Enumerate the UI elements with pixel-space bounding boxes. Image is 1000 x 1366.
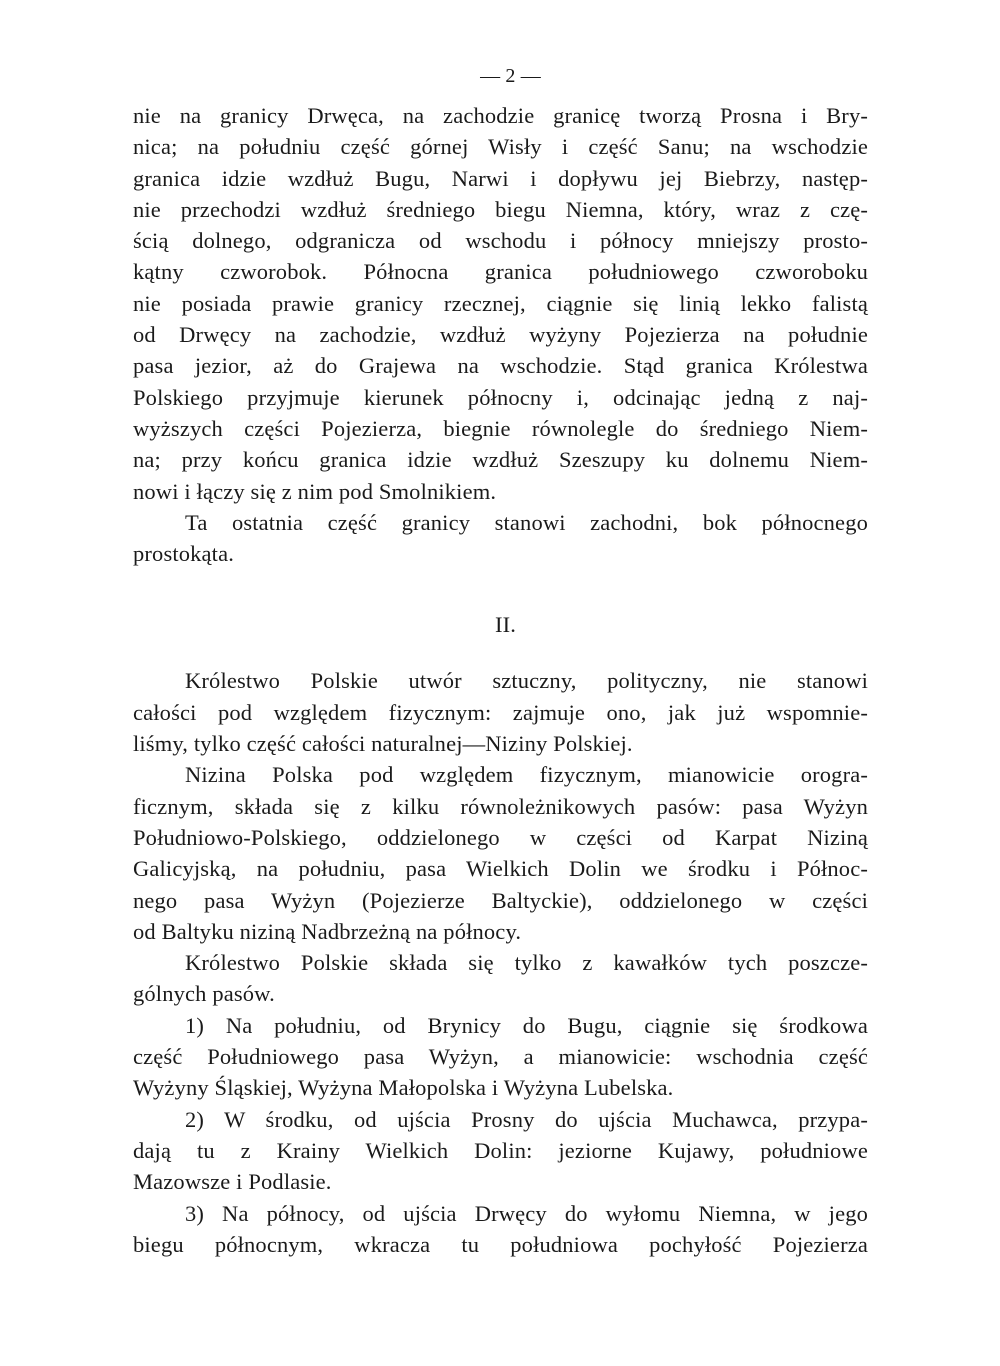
paragraph-4 [133, 759, 868, 947]
text-line: nego pasa Wyżyn (Pojezierze Baltyckie), oddzielonego w części [133, 887, 868, 913]
paragraph-3 [133, 665, 868, 759]
text-line: nica; na południu część górnej Wisły i część Sanu; na wschodzie [133, 134, 868, 160]
text-line: Królestwo Polskie składa się tylko z kawałków tych poszcze- [185, 950, 868, 976]
text-line: gólnych pasów. [133, 981, 275, 1007]
section-heading: II. [494, 612, 517, 638]
text-line: od Drwęcy na zachodzie, wzdłuż wyżyny Pojezierza na południe [133, 322, 868, 348]
text-line: pasa jezior, aż do Grajewa na wschodzie. Stąd granica Królestwa [133, 353, 868, 379]
text-line: nie posiada prawie granicy rzecznej, ciągnie się linią lekko falistą [133, 290, 868, 316]
text-line: prostokąta. [133, 541, 234, 567]
paragraph-6 [133, 1010, 868, 1104]
text-line: od Baltyku niziną Nadbrzeżną na północy. [133, 918, 522, 944]
text-line: biegu północnym, wkracza tu południowa pochyłość Pojezierza [133, 1231, 868, 1257]
text-line: Nizina Polska pod względem fizycznym, mianowicie orogra- [185, 762, 868, 788]
paragraph-5 [133, 947, 868, 1010]
text-line: nowi i łączy się z nim pod Smolnikiem. [133, 478, 497, 504]
text-line: Wyżyny Śląskiej, Wyżyna Małopolska i Wyżyna Lubelska. [133, 1075, 674, 1101]
text-line: granica idzie wzdłuż Bugu, Narwi i dopływu jej Biebrzy, następ- [133, 165, 868, 191]
text-line: Południowo-Polskiego, oddzielonego w części od Karpat Niziną [133, 824, 868, 850]
text-line: kątny czworobok. Północna granica południowego czworoboku [133, 259, 868, 285]
paragraph-7 [133, 1104, 868, 1198]
text-line: całości pod względem fizycznym: zajmuje ono, jak już wspomnie- [133, 699, 868, 725]
text-line: 2) W środku, od ujścia Prosny do ujścia Muchawca, przypa- [185, 1106, 868, 1132]
text-line: nie przechodzi wzdłuż średniego biegu Niemna, który, wraz z czę- [133, 196, 868, 222]
text-line: Ta ostatnia część granicy stanowi zachodni, bok północnego [185, 509, 868, 535]
text-line: Mazowsze i Podlasie. [133, 1169, 332, 1195]
text-line: Królestwo Polskie utwór sztuczny, polityczny, nie stanowi [185, 668, 868, 694]
text-line: na; przy końcu granica idzie wzdłuż Szeszupy ku dolnemu Niem- [133, 447, 868, 473]
text-line: dają tu z Krainy Wielkich Dolin: jeziorne Kujawy, południowe [133, 1137, 868, 1163]
text-line: ścią dolnego, odgranicza od wschodu i północy mniejszy prosto- [133, 228, 868, 254]
text-line: wyższych części Pojezierza, biegnie równolegle do średniego Niem- [133, 415, 868, 441]
text-line: nie na granicy Drwęca, na zachodzie granicę tworzą Prosna i Bry- [133, 103, 868, 128]
text-line: 1) Na południu, od Brynicy do Bugu, ciągnie się środkowa [185, 1012, 868, 1038]
text-line: liśmy, tylko część całości naturalnej—Niziny Polskiej. [133, 731, 633, 757]
text-line: 3) Na północy, od ujścia Drwęcy do wyłomu Niemna, w jego [185, 1200, 868, 1226]
paragraph-1 [133, 100, 868, 507]
text-line: część Południowego pasa Wyżyn, a mianowicie: wschodnia część [133, 1044, 868, 1070]
paragraph-8 [133, 1198, 868, 1261]
paragraph-2 [133, 507, 868, 570]
text-line: ficznym, składa się z kilku równoleżnikowych pasów: pasa Wyżyn [133, 793, 868, 819]
text-line: Polskiego przyjmuje kierunek północny i, odcinając jedną z naj- [133, 384, 868, 410]
document-page [133, 62, 868, 1260]
text-line: Galicyjską, na południu, pasa Wielkich Dolin we środku i Północ- [133, 856, 868, 882]
page-number: — 2 — [480, 65, 541, 87]
